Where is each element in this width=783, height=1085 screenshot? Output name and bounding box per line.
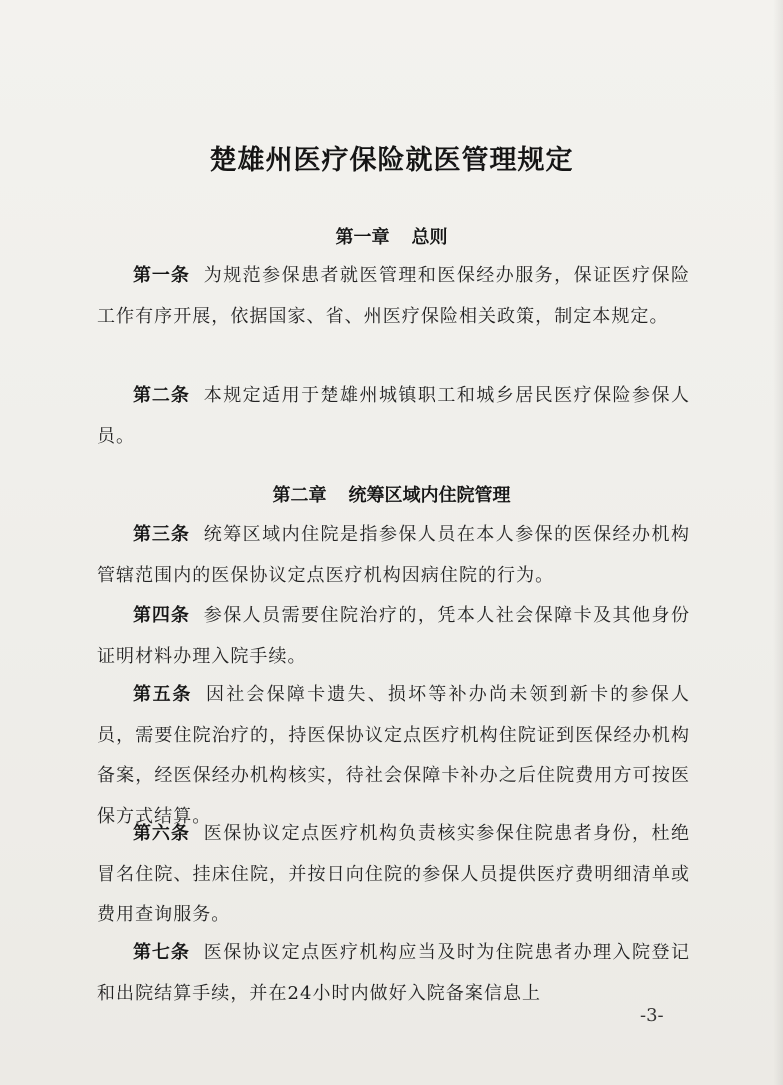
article-label: 第六条	[133, 823, 190, 844]
article-paragraph	[97, 515, 690, 596]
article-text: 因社会保障卡遗失、损坏等补办尚未领到新卡的参保人员，需要住院治疗的，持医保协议定点医疗机构住院证到医保经办机构备案，经医保经办机构核实，待社会保障卡补办之后住院费用方可按医保方式结算。	[97, 684, 690, 827]
article-text: 医保协议定点医疗机构应当及时为住院患者办理入院登记和出院结算手续，并在24小时内做好入院备案信息上	[97, 942, 690, 1004]
article-paragraph	[97, 933, 690, 1014]
chapter-heading-2	[0, 483, 783, 509]
article-text: 参保人员需要住院治疗的，凭本人社会保障卡及其他身份证明材料办理入院手续。	[97, 605, 690, 667]
article-text: 为规范参保患者就医管理和医保经办服务，保证医疗保险工作有序开展，依据国家、省、州医疗保险相关政策，制定本规定。	[97, 265, 690, 327]
article-label: 第四条	[133, 605, 190, 626]
document-title: 楚雄州医疗保险就医管理规定	[209, 145, 574, 176]
chapter-name: 统筹区域内住院管理	[348, 485, 511, 506]
article-label: 第一条	[133, 265, 190, 286]
article-paragraph	[97, 596, 690, 677]
article-paragraph	[97, 814, 690, 936]
article-text: 统筹区域内住院是指参保人员在本人参保的医保经办机构管辖范围内的医保协议定点医疗机构因病住院的行为。	[97, 524, 690, 586]
article-text: 医保协议定点医疗机构负责核实参保住院患者身份，杜绝冒名住院、挂床住院，并按日向住院的参保人员提供医疗费明细清单或费用查询服务。	[97, 823, 690, 925]
article-label: 第五条	[133, 684, 192, 705]
article-label: 第三条	[133, 524, 190, 545]
article-paragraph	[97, 256, 690, 337]
chapter-number: 第二章	[272, 485, 327, 506]
chapter-number: 第一章	[335, 227, 390, 248]
chapter-name: 总则	[411, 227, 448, 248]
page-number: -3-	[640, 1005, 664, 1026]
article-paragraph	[97, 675, 690, 837]
article-paragraph	[97, 376, 690, 457]
article-text: 本规定适用于楚雄州城镇职工和城乡居民医疗保险参保人员。	[97, 385, 690, 447]
chapter-heading-1	[0, 225, 783, 251]
article-label: 第七条	[133, 942, 190, 963]
article-label: 第二条	[133, 385, 190, 406]
